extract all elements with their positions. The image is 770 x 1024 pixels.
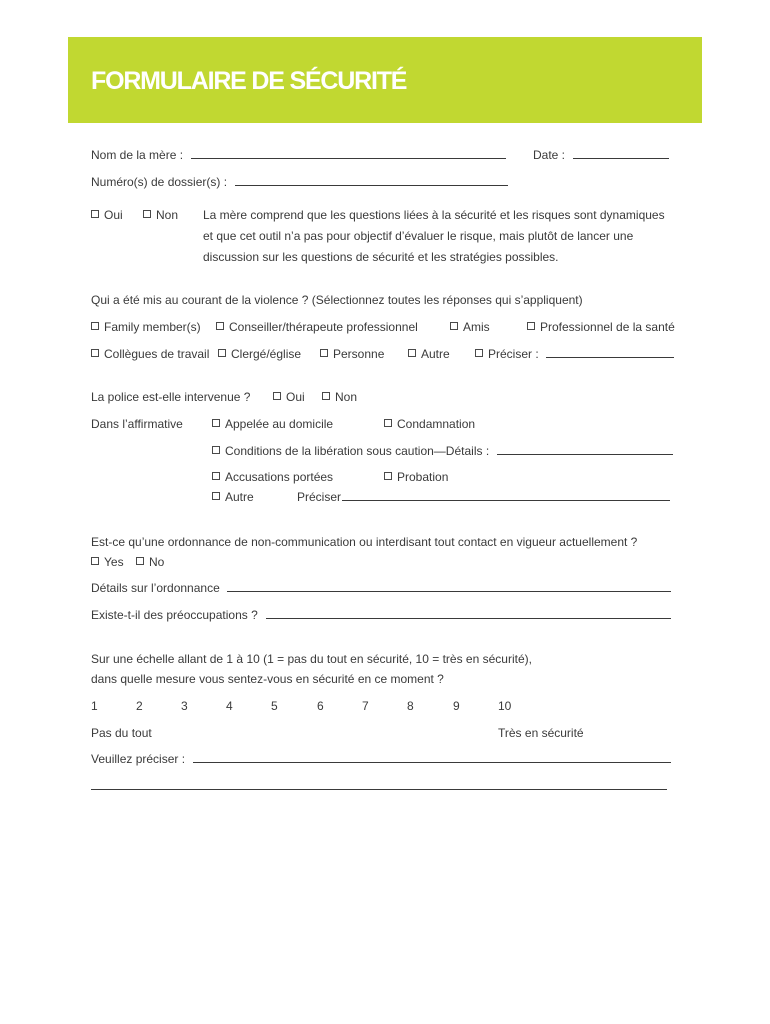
checkbox[interactable] <box>320 349 328 357</box>
informed-specify-field[interactable] <box>546 356 674 358</box>
option-label: Conditions de la libération sous caution—Détails : <box>225 444 490 458</box>
checkbox[interactable] <box>384 472 392 480</box>
mother-name-field[interactable] <box>191 157 506 159</box>
specify-label: Veuillez préciser : <box>91 752 186 766</box>
understanding-text-line3: discussion sur les questions de sécurité et les stratégies possibles. <box>203 250 559 264</box>
order-no-option[interactable] <box>136 555 164 569</box>
informed-option-friends[interactable] <box>450 320 490 334</box>
scale-option-3[interactable]: 3 <box>181 699 188 713</box>
specify-row <box>91 752 671 766</box>
informed-option-family[interactable] <box>91 320 201 334</box>
checkbox[interactable] <box>91 557 99 565</box>
order-details-field[interactable] <box>227 590 671 592</box>
informed-option-counsellor[interactable] <box>216 320 418 334</box>
option-label: Préciser : <box>488 347 539 361</box>
police-specify-field[interactable] <box>342 499 670 501</box>
understanding-text-line2: et que cet outil n’a pas pour objectif d’évaluer le risque, mais plutôt de lancer une <box>203 229 634 243</box>
checkbox[interactable] <box>143 210 151 218</box>
police-no-option[interactable] <box>322 390 357 404</box>
form-title: FORMULAIRE DE SÉCURITÉ <box>91 67 407 95</box>
police-option-conviction[interactable] <box>384 417 475 431</box>
understanding-text-line1: La mère comprend que les questions liées à la sécurité et les risques sont dynamiques <box>203 208 665 222</box>
checkbox[interactable] <box>136 557 144 565</box>
police-option-probation[interactable] <box>384 470 448 484</box>
police-option-charges[interactable] <box>212 470 333 484</box>
understanding-yes-option[interactable] <box>91 208 123 222</box>
option-label: Non <box>156 208 179 222</box>
bail-details-field[interactable] <box>497 453 673 455</box>
specify-extra-field[interactable] <box>91 788 667 790</box>
checkbox[interactable] <box>218 349 226 357</box>
scale-option-5[interactable]: 5 <box>271 699 278 713</box>
police-yes-option[interactable] <box>273 390 305 404</box>
scale-option-7[interactable]: 7 <box>362 699 369 713</box>
informed-option-clergy[interactable] <box>218 347 301 361</box>
specify-field[interactable] <box>193 761 671 763</box>
order-question: Est-ce qu’une ordonnance de non-communication ou interdisant tout contact en vigueur actuellement ? <box>91 535 638 549</box>
option-label: Autre <box>421 347 450 361</box>
date-row <box>533 148 669 162</box>
informed-option-coworkers[interactable] <box>91 347 209 361</box>
scale-question-line1: Sur une échelle allant de 1 à 10 (1 = pas du tout en sécurité, 10 = très en sécurité), <box>91 652 532 666</box>
file-numbers-row <box>91 175 508 189</box>
option-label: Accusations portées <box>225 470 334 484</box>
checkbox[interactable] <box>408 349 416 357</box>
checkbox[interactable] <box>91 322 99 330</box>
option-label: Non <box>335 390 358 404</box>
informed-option-health-professional[interactable] <box>527 320 675 334</box>
date-label: Date : <box>533 148 566 162</box>
scale-option-2[interactable]: 2 <box>136 699 143 713</box>
checkbox[interactable] <box>91 210 99 218</box>
scale-high-label: Très en sécurité <box>498 726 584 740</box>
police-specify-row <box>297 490 670 504</box>
police-option-bail-conditions[interactable] <box>212 444 673 458</box>
informed-option-nobody[interactable] <box>320 347 384 361</box>
option-label: Professionnel de la santé <box>540 320 675 334</box>
option-label: No <box>149 555 165 569</box>
scale-option-6[interactable]: 6 <box>317 699 324 713</box>
scale-option-8[interactable]: 8 <box>407 699 414 713</box>
scale-option-1[interactable]: 1 <box>91 699 98 713</box>
mother-name-label: Nom de la mère : <box>91 148 184 162</box>
concerns-label: Existe-t-il des préoccupations ? <box>91 608 258 622</box>
mother-name-row <box>91 148 506 162</box>
informed-question: Qui a été mis au courant de la violence ? (Sélectionnez toutes les réponses qui s’appliquent) <box>91 293 583 307</box>
checkbox[interactable] <box>216 322 224 330</box>
concerns-row <box>91 608 671 622</box>
option-label: Personne <box>333 347 385 361</box>
scale-option-9[interactable]: 9 <box>453 699 460 713</box>
checkbox[interactable] <box>212 419 220 427</box>
order-yes-option[interactable] <box>91 555 124 569</box>
option-label: Oui <box>104 208 123 222</box>
option-label: Yes <box>104 555 124 569</box>
scale-question-line2: dans quelle mesure vous sentez-vous en sécurité en ce moment ? <box>91 672 444 686</box>
option-label: Conseiller/thérapeute professionnel <box>229 320 418 334</box>
checkbox[interactable] <box>450 322 458 330</box>
form-header <box>68 37 702 123</box>
police-specify-label: Préciser <box>297 490 342 504</box>
file-numbers-label: Numéro(s) de dossier(s) : <box>91 175 228 189</box>
scale-option-10[interactable]: 10 <box>498 699 512 713</box>
checkbox[interactable] <box>212 472 220 480</box>
option-label: Family member(s) <box>104 320 201 334</box>
informed-option-other[interactable] <box>408 347 450 361</box>
checkbox[interactable] <box>273 392 281 400</box>
option-label: Oui <box>286 390 305 404</box>
checkbox[interactable] <box>91 349 99 357</box>
police-option-other[interactable] <box>212 490 254 504</box>
option-label: Condamnation <box>397 417 476 431</box>
option-label: Autre <box>225 490 254 504</box>
understanding-no-option[interactable] <box>143 208 178 222</box>
option-label: Amis <box>463 320 490 334</box>
scale-low-label: Pas du tout <box>91 726 152 740</box>
option-label: Appelée au domicile <box>225 417 334 431</box>
option-label: Collègues de travail <box>104 347 210 361</box>
police-option-called-home[interactable] <box>212 417 333 431</box>
checkbox[interactable] <box>475 349 483 357</box>
scale-option-4[interactable]: 4 <box>226 699 233 713</box>
police-question: La police est-elle intervenue ? <box>91 390 251 404</box>
concerns-field[interactable] <box>266 617 671 619</box>
date-field[interactable] <box>573 157 669 159</box>
checkbox[interactable] <box>212 446 220 454</box>
file-numbers-field[interactable] <box>235 184 508 186</box>
option-label: Clergé/église <box>231 347 302 361</box>
checkbox[interactable] <box>384 419 392 427</box>
checkbox[interactable] <box>527 322 535 330</box>
order-details-row <box>91 581 671 595</box>
informed-option-specify[interactable] <box>475 347 674 361</box>
checkbox[interactable] <box>322 392 330 400</box>
order-details-label: Détails sur l’ordonnance <box>91 581 220 595</box>
checkbox[interactable] <box>212 492 220 500</box>
police-if-yes-label: Dans l’affirmative <box>91 417 183 431</box>
option-label: Probation <box>397 470 449 484</box>
specify-extra-row <box>91 779 667 793</box>
